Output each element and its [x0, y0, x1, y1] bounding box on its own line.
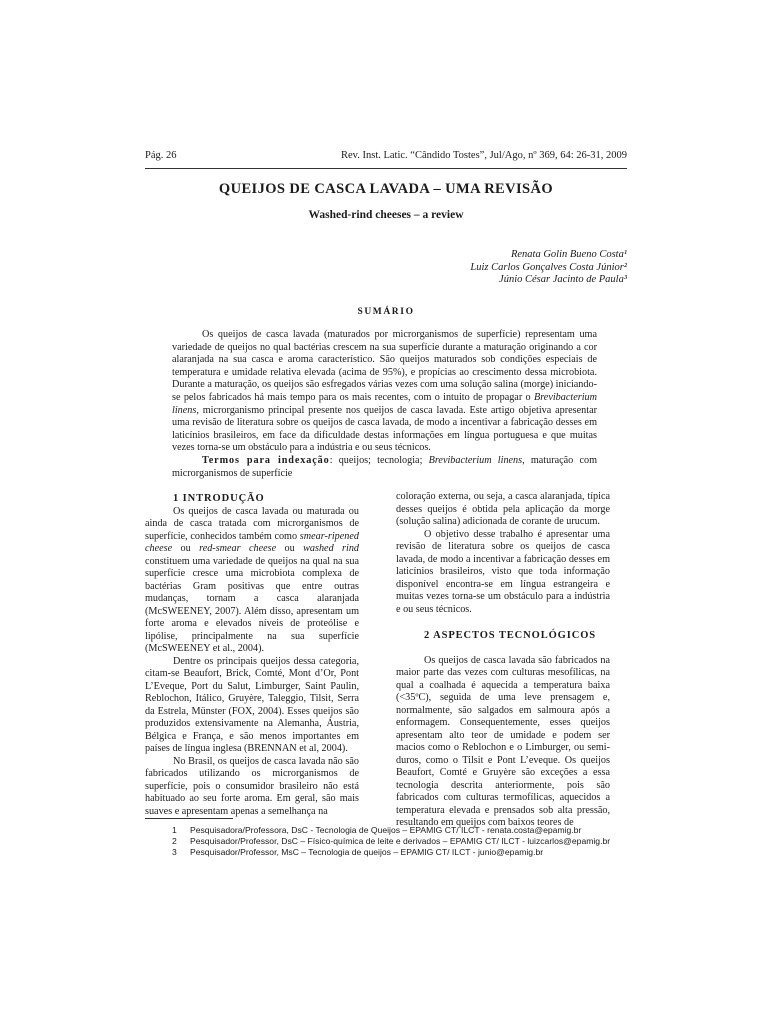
paragraph: coloração externa, ou seja, a casca alaranjada, típica desses queijos é obtida pela aplicação da morge (solução salina) adicionada de corante de urucum. [396, 491, 610, 527]
paper-title: QUEIJOS DE CASCA LAVADA – UMA REVISÃO [218, 181, 554, 197]
abstract [172, 329, 597, 480]
section-heading-introducao: 1 INTRODUÇÃO [173, 493, 265, 504]
author-3: Júnio César Jacinto de Paula³ [499, 274, 627, 285]
left-column [145, 493, 359, 818]
paragraph: O objetivo desse trabalho é apresentar uma revisão de literatura sobre os queijos de casca lavada, de modo a incentivar a fabricação desses em laticínios brasileiros, visto que toda informação disponível encontra-se em língua estrangeira e muitas vezes torna-se um obstáculo para a indústria e ou seus técnicos. [396, 528, 610, 615]
author-list [470, 249, 627, 287]
paragraph: Os queijos de casca lavada ou maturada ou ainda de casca tratada com microrganismos de superfície, conhecidos também como smear-ripened cheese ou red-smear cheese ou washed rind constituem uma variedade de queijos na qual na sua superfície cresce uma microbiota complexa de bactérias Gram positivas que entre outras mudanças, tornam a casca alaranjada (McSWEENEY, 2007). Além disso, apresentam um forte aroma e elevados níveis de proteólise e lipólise, principalmente na sua superfície (McSWEENEY et al., 2004). [145, 505, 360, 654]
footnote-rule [145, 818, 233, 819]
header-rule [145, 168, 627, 169]
paper-subtitle: Washed-rind cheeses – a review [308, 209, 464, 221]
section-heading-aspectos: 2 ASPECTOS TECNOLÓGICOS [424, 630, 597, 641]
index-terms: Termos para indexação: queijos; tecnologia; Brevibacterium linens, maturação com microrganismos de superfície [172, 454, 598, 479]
paragraph: Dentre os principais queijos dessa categoria, citam-se Beaufort, Brick, Comté, Mont d’Or, Pont L’Eveque, Port du Salut, Limburger, Saint Paulin, Reblochon, Itálico, Gruyère, Taleggio, Tilsit, Serra da Estrela, Münster (FOX, 2004). Esses queijos são produzidos extensivamente na Alemanha, Áustria, Bélgica e França, e são menos importantes em países de língua inglesa (BRENNAN et al, 2004). [145, 655, 359, 754]
abstract-text: Os queijos de casca lavada (maturados por microrganismos de superfície) representam uma variedade de queijos no qual bactérias crescem na sua superfície durante a maturação originando a cor alaranjada na sua casca e aroma característico. São queijos maturados sob condições especiais de temperatura e umidade relativa elevada (acima de 95%), e propícias ao crescimento dessa microbiota. Durante a maturação, os queijos são esfregados várias vezes com uma solução salina (morge) iniciando-se pelos fabricados há mais tempo para os mais recentes, com o intuito de propagar o Brevibacterium linens, microrganismo principal presente nos queijos de casca lavada. Este artigo objetiva apresentar uma revisão de literatura sobre os queijos de casca lavada, de modo a incentivar a fabricação desses em laticínios brasileiros, em face da dificuldade destas informações em língua portuguesa e que muitas vezes torna-se um obstáculo para a indústria e ou seus técnicos. [172, 329, 597, 454]
footnote-2: 2 Pesquisador/Professor, DsC – Físico-química de leite e derivados – EPAMIG CT/ ILCT - luizcarlos@epamig.br [172, 836, 611, 847]
right-column [396, 491, 610, 830]
author-1: Renata Golin Bueno Costa¹ [510, 249, 627, 260]
page-number: Pág. 26 [145, 150, 177, 161]
journal-citation: Rev. Inst. Latic. “Cândido Tostes”, Jul/Ago, nº 369, 64: 26-31, 2009 [341, 150, 627, 161]
abstract-heading: SUMÁRIO [357, 307, 415, 317]
footnote-3: 3 Pesquisador/Professor, MsC – Tecnologia de queijos – EPAMIG CT/ ILCT - junio@epamig.br [172, 847, 544, 858]
paragraph: No Brasil, os queijos de casca lavada não são fabricados utilizando os microrganismos de superfície, pois o consumidor brasileiro não está habituado ao seu forte aroma. Em geral, são mais suaves e apresentam apenas a semelhança na [145, 755, 359, 817]
author-2: Luiz Carlos Gonçalves Costa Júnior² [470, 261, 627, 273]
footnote-1: 1 Pesquisadora/Professora, DsC - Tecnologia de Queijos – EPAMIG CT/ ILCT - renata.costa@epamig.br [172, 825, 582, 835]
footnotes [172, 825, 632, 859]
running-header [145, 150, 627, 161]
paragraph: Os queijos de casca lavada são fabricados na maior parte das vezes com culturas mesofílicas, na qual a coalhada é aquecida a temperatura baixa (<35ºC), seguida de uma leve prensagem e, normalmente, são salgados em salmoura após a enformagem. Consequentemente, esses queijos apresentam alto teor de umidade e podem ser macios como o Reblochon e o Limburger, ou semi-duros, como o Tilsit e Pont L’eveque. Os queijos Beaufort, Comté e Gruyère são exceções a essa tecnologia descrita anteriormente, pois são fabricados com culturas termofílicas, aquecidos a temperatura elevada e prensados sob alta pressão, resultando em queijos com baixos teores de [396, 654, 610, 828]
